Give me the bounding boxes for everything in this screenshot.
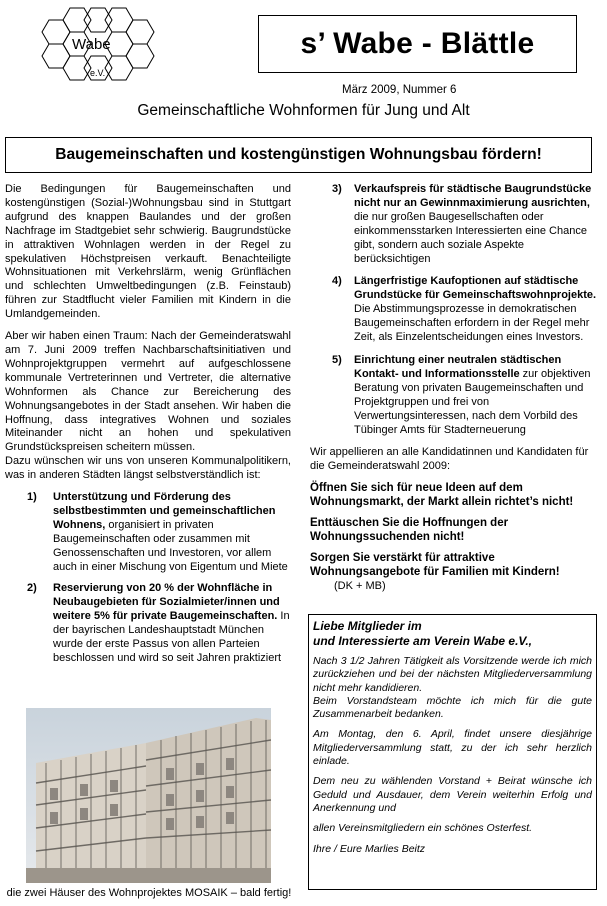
letter-heading-line2: und Interessierte am Verein Wabe e.V., <box>313 633 532 648</box>
list-item <box>310 354 602 437</box>
masthead-subtitle: Gemeinschaftliche Wohnformen für Jung und Alt <box>137 102 470 119</box>
item-text: Die Abstimmungsprozesse in demokratischen Baugemeinschaften erfordern in der Regel mehr Zeit, als Einzelentscheidungen eines Investors. <box>354 303 590 344</box>
paragraph: Aber wir haben einen Traum: Nach der Gemeinderatswahl am 7. Juni 2009 treffen Nachbarschaftsinitiativen und Wohnprojektgruppen vermehrt auf aufgeschlossene kommunale Vertreterinnen und Vertreter, die alternative Wohnformen als Chance zur Bereicherung des Wohnungsangebotes in der Stadt ansehen. Wir haben die Hoffnung, dass integratives Wohnen und soziales Miteinander nicht an hohen und spekulativen Grundstückspreisen scheitern müssen. <box>5 330 291 454</box>
photo-caption: die zwei Häuser des Wohnprojektes MOSAIK – bald fertig! <box>6 887 292 899</box>
letter-heading <box>313 619 592 648</box>
letter-signature: Ihre / Eure Marlies Beitz <box>313 842 426 855</box>
masthead-title: s’ Wabe - Blättle <box>258 15 577 73</box>
demand-2: Enttäuschen Sie die Hoffnungen der Wohnungssuchenden nicht! <box>310 517 509 544</box>
item-text: zur objektiven Beratung von privaten Baugemeinschaften und Projektgruppen und frei von Verwertungsinteressen, nach dem Vorbild des Tübinger Amts für Stadterneuerung <box>354 367 591 436</box>
item-text: In der bayrischen Landeshauptstadt München wurde der erste Passus von allen Parteien beschlossen und wird so seit Jahren praktiziert <box>53 610 290 664</box>
building-photo <box>26 708 271 883</box>
wabe-logo <box>40 6 160 86</box>
list-item <box>310 183 602 266</box>
demand-1: Öffnen Sie sich für neue Ideen auf dem Wohnungsmarkt, der Markt allein richtet’s nicht! <box>310 482 574 509</box>
letter-paragraph: Nach 3 1/2 Jahren Tätigkeit als Vorsitzende werde ich mich zurückziehen und bei der nächsten Mitgliederversammlung nicht mehr kandidieren. <box>313 655 592 694</box>
demand-3-text: Sorgen Sie verstärkt für attraktive Wohnungsangebote für Familien mit Kindern! <box>310 552 560 579</box>
letter-heading-line1: Liebe Mitglieder im <box>313 619 422 633</box>
issue-date: März 2009, Nummer 6 <box>342 84 457 96</box>
letter-paragraph: allen Vereinsmitgliedern ein schönes Osterfest. <box>313 822 533 835</box>
logo-ev: e.V. <box>90 68 106 78</box>
item-number: 2) <box>27 582 37 595</box>
appeal-text: Wir appellieren an alle Kandidatinnen und Kandidaten für die Gemeinderatswahl 2009: <box>310 446 589 473</box>
item-number: 3) <box>332 183 342 195</box>
item-bold: Reservierung von 20 % der Wohnfläche in Neubaugebieten für Sozialmieter/innen und weitere 5% für private Baugemeinschaften. <box>53 582 280 623</box>
member-letter <box>308 614 597 890</box>
letter-paragraph: Dem neu zu wählenden Vorstand + Beirat wünsche ich Geduld und Ausdauer, dem Verein weiterhin Erfolg und Anerkennung und <box>313 775 592 814</box>
construction-image <box>26 708 271 883</box>
list-item <box>5 582 291 665</box>
item-bold: Einrichtung einer neutralen städtischen Kontakt- und Informationsstelle <box>354 353 562 380</box>
author-signature: (DK + MB) <box>334 580 386 593</box>
demand-3 <box>310 551 602 593</box>
item-text: organisiert in privaten Baugemeinschaften oder zusammen mit Genossenschaften und Investoren, vor allem auch in einer Mischung von Eigentum und Miete <box>53 518 288 573</box>
list-item <box>310 275 602 345</box>
letter-paragraph: Beim Vorstandsteam möchte ich mich für die gute Zusammenarbeit bedanken. <box>313 694 592 721</box>
paragraph: Die Bedingungen für Baugemeinschaften und kostengünstigen (Sozial-)Wohnungsbau sind in Stuttgart aufgrund des knappen Baulandes und der großen Nachfrage im Stadtgebiet sehr schwierig. Baugrundstücke in attraktiven Wohnlagen werden in der Regel zu spekulativen Höchstpreisen verkauft. Benachteiligte Wohnsituationen mit Verkehrslärm, wenig Grünflächen und schlechten Umweltbedingungen (z.B. Feinstaub) führen zur Stadtflucht vieler Familien mit Kindern in die Umlandgemeinden. <box>5 183 291 321</box>
item-number: 4) <box>332 275 342 288</box>
paragraph: Dazu wünschen wir uns von unseren Kommunalpolitikern, was in anderen Städten längst selbstverständlich ist: <box>5 455 291 482</box>
letter-paragraph: Am Montag, den 6. April, findet unsere diesjährige Mitgliederversammlung statt, zu der ich sehr herzlich einlade. <box>313 728 592 768</box>
item-bold: Unterstützung und Förderung des selbstbestimmten und gemeinschaftlichen Wohnens, <box>53 491 276 531</box>
logo-word: Wabe <box>72 36 111 53</box>
list-item <box>5 491 291 574</box>
item-text: die nur großen Baugesellschaften oder einkommensstarken Interessierten eine Chance gibt, sondern auch soziale Aspekte berücksichtigen <box>354 210 587 265</box>
item-number: 5) <box>332 353 342 366</box>
left-column <box>5 183 291 666</box>
item-number: 1) <box>27 491 37 504</box>
headline: Baugemeinschaften und kostengünstigen Wohnungsbau fördern! <box>5 137 592 173</box>
item-bold: Verkaufspreis für städtische Baugrundstücke nicht nur an Gewinnmaximierung ausrichten, <box>354 183 592 209</box>
item-bold: Längerfristige Kaufoptionen auf städtische Grundstücke für Gemeinschaftswohnprojekte. <box>354 275 597 302</box>
right-column <box>310 183 602 593</box>
